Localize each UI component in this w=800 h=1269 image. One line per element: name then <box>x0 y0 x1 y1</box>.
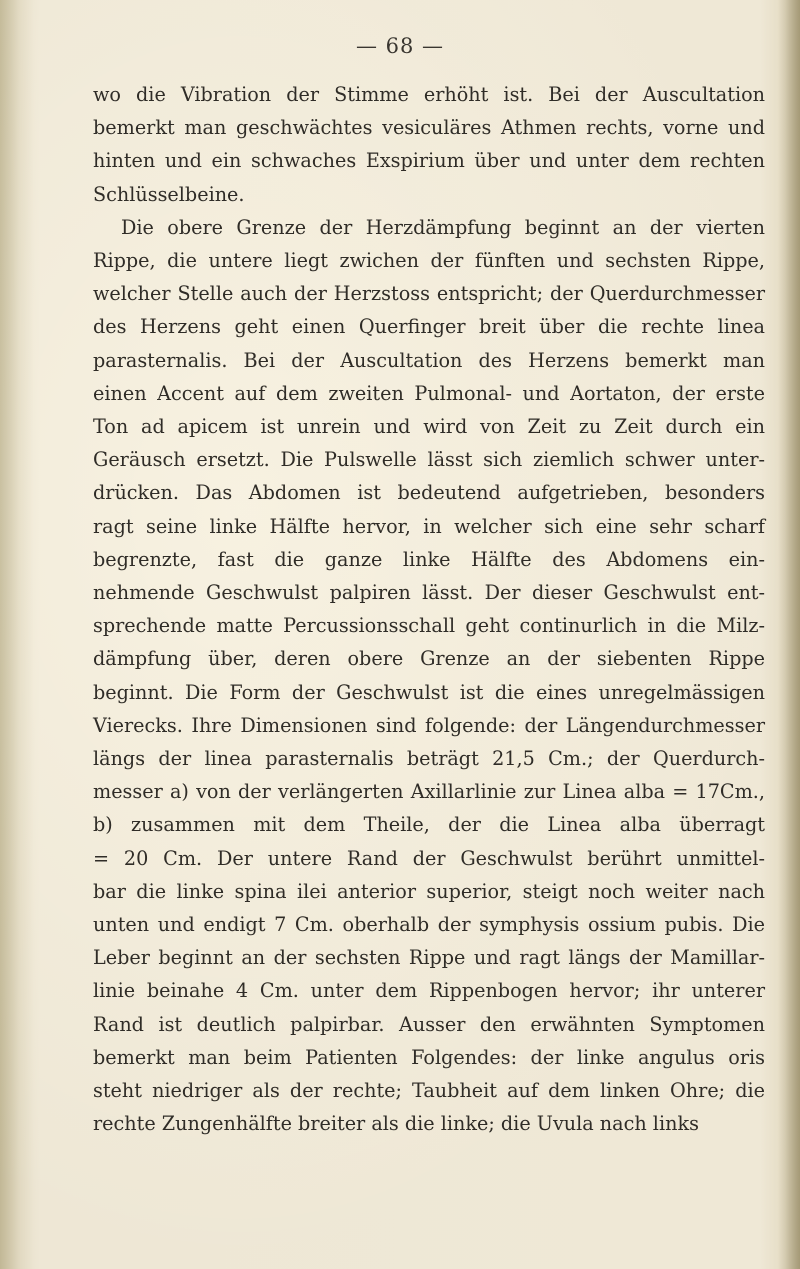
text-line: drücken. Das Abdomen ist bedeutend aufgetrieben, besonders <box>93 481 765 505</box>
page-number: — 68 — <box>355 34 445 58</box>
text-line: des Herzens geht einen Querfinger breit über die rechte linea <box>93 315 765 339</box>
text-line: steht niedriger als der rechte; Taubheit auf dem linken Ohre; die <box>93 1079 765 1103</box>
text-line: dämpfung über, deren obere Grenze an der siebenten Rippe <box>93 647 765 671</box>
text-line: Vierecks. Ihre Dimensionen sind folgende: der Längendurchmesser <box>93 713 765 737</box>
text-line: welcher Stelle auch der Herzstoss entspricht; der Querdurchmesser <box>93 282 765 306</box>
text-line: unten und endigt 7 Cm. oberhalb der symphysis ossium pubis. Die <box>93 913 765 937</box>
body-text <box>93 78 765 1141</box>
text-line: längs der linea parasternalis beträgt 21,5 Cm.; der Querdurch- <box>93 747 765 771</box>
text-line: parasternalis. Bei der Auscultation des Herzens bemerkt man <box>93 348 765 372</box>
text-line: hinten und ein schwaches Exspirium über und unter dem rechten <box>93 149 765 173</box>
text-line: linie beinahe 4 Cm. unter dem Rippenbogen hervor; ihr unterer <box>93 979 765 1003</box>
page-left-edge-shadow <box>0 0 34 1269</box>
text-line: ragt seine linke Hälfte hervor, in welcher sich eine sehr scharf <box>93 514 765 538</box>
text-line: messer a) von der verlängerten Axillarlinie zur Linea alba = 17Cm., <box>93 780 765 804</box>
text-line: einen Accent auf dem zweiten Pulmonal- und Aortaton, der erste <box>93 381 765 405</box>
text-line: wo die Vibration der Stimme erhöht ist. Bei der Auscultation <box>93 83 765 106</box>
text-line: Ton ad apicem ist unrein und wird von Zeit zu Zeit durch ein <box>93 415 765 439</box>
text-line: sprechende matte Percussionsschall geht continurlich in die Milz- <box>93 614 765 638</box>
text-line: begrenzte, fast die ganze linke Hälfte des Abdomens ein- <box>93 547 765 571</box>
text-line: b) zusammen mit dem Theile, der die Linea alba überragt <box>93 813 765 837</box>
text-line: Leber beginnt an der sechsten Rippe und ragt längs der Mamillar- <box>93 946 765 970</box>
text-line: rechte Zungenhälfte breiter als die linke; die Uvula nach links <box>93 1112 699 1136</box>
text-line: bemerkt man beim Patienten Folgendes: der linke angulus oris <box>93 1045 765 1069</box>
text-line: bar die linke spina ilei anterior superior, steigt noch weiter nach <box>93 879 765 903</box>
text-line: Rippe, die untere liegt zwichen der fünften und sechsten Rippe, <box>93 249 765 273</box>
text-line: nehmende Geschwulst palpiren lässt. Der dieser Geschwulst ent- <box>93 581 765 605</box>
text-line: Schlüsselbeine. <box>93 182 245 206</box>
text-line: Rand ist deutlich palpirbar. Ausser den erwähnten Symptomen <box>93 1012 765 1036</box>
text-line: = 20 Cm. Der untere Rand der Geschwulst berührt unmittel- <box>93 846 765 870</box>
text-line: Geräusch ersetzt. Die Pulswelle lässt sich ziemlich schwer unter- <box>93 448 765 472</box>
text-line: Die obere Grenze der Herzdämpfung beginnt an der vierten <box>121 215 765 239</box>
page-right-edge-shadow <box>778 0 800 1269</box>
text-line: bemerkt man geschwächtes vesiculäres Athmen rechts, vorne und <box>93 116 765 140</box>
text-line: beginnt. Die Form der Geschwulst ist die eines unregelmässigen <box>93 680 765 704</box>
